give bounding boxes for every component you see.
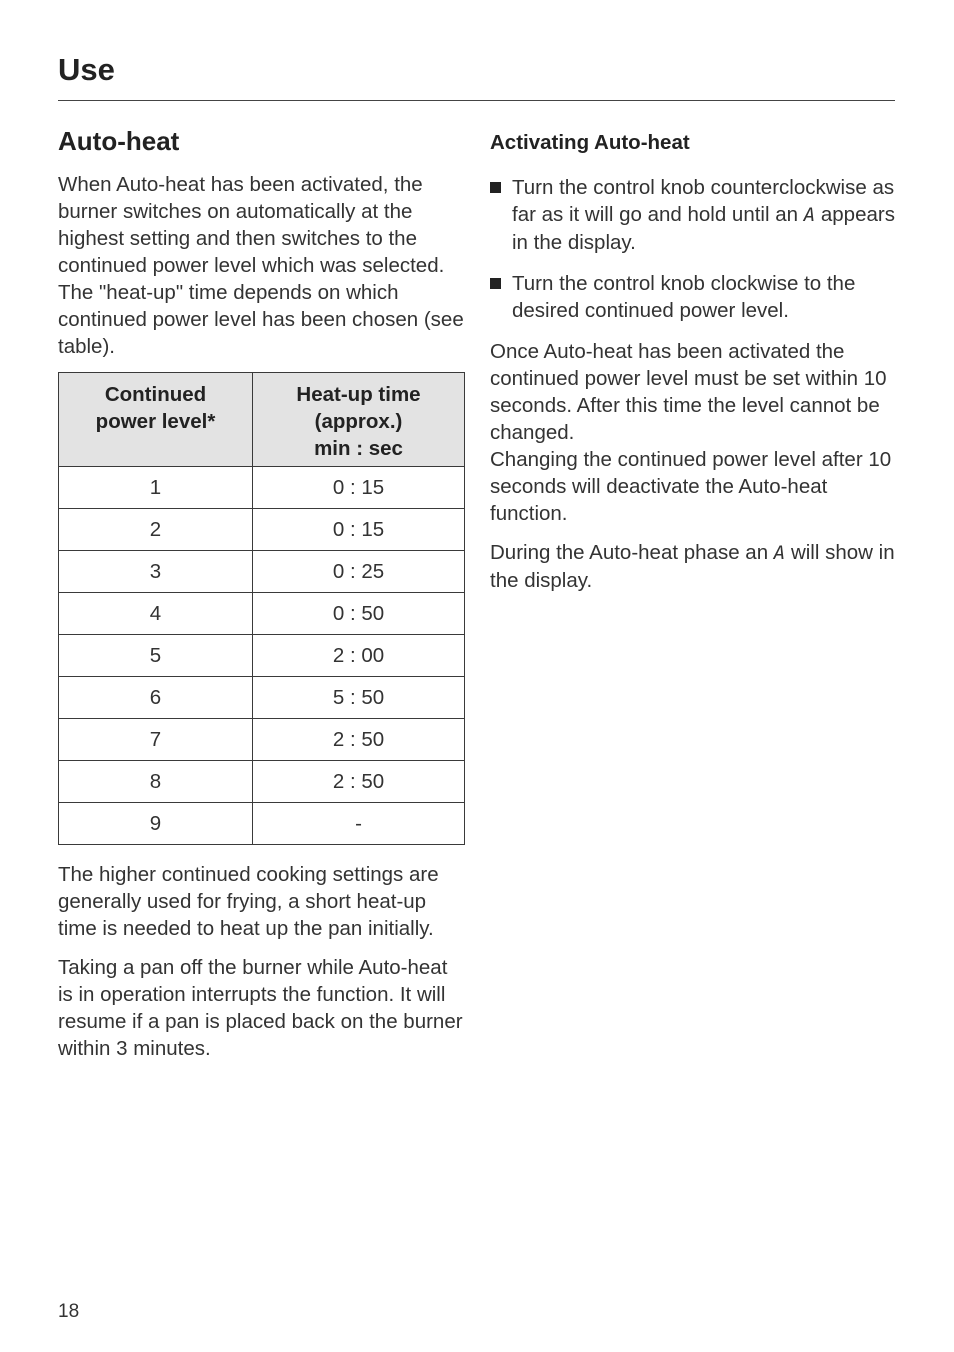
page-title: Use	[58, 52, 115, 87]
cell-heat-up-time: 2 : 00	[253, 635, 465, 677]
cell-heat-up-time: 5 : 50	[253, 677, 465, 719]
display-a-symbol: A	[773, 542, 786, 564]
column-header-line: min : sec	[314, 437, 403, 460]
table-header-row	[59, 373, 465, 467]
table-row	[59, 719, 465, 761]
cell-power-level: 3	[59, 551, 253, 593]
bullet-text: appears in the display.	[512, 203, 895, 254]
bullet-text: Turn the control knob counterclockwise as far as it will go and hold until an	[512, 176, 895, 226]
table-row	[59, 803, 465, 845]
cell-power-level: 4	[59, 593, 253, 635]
activation-text: Once Auto-heat has been activated the continued power level must be set within 10 seconds. After this time the level cannot be changed.	[490, 340, 887, 444]
interrupt-paragraph: Taking a pan off the burner while Auto-heat is in operation interrupts the function. It will resume if a pan is placed back on the burner within 3 minutes.	[58, 956, 463, 1060]
cell-heat-up-time: 0 : 50	[253, 593, 465, 635]
table-row	[59, 761, 465, 803]
frying-paragraph: The higher continued cooking settings are generally used for frying, a short heat-up time is needed to heat up the pan initially.	[58, 863, 439, 940]
table-row	[59, 593, 465, 635]
heat-up-table	[58, 372, 465, 845]
cell-heat-up-time: 0 : 15	[253, 467, 465, 509]
list-item	[490, 270, 895, 324]
cell-power-level: 9	[59, 803, 253, 845]
section-heading-activating: Activating Auto-heat	[490, 131, 690, 154]
cell-power-level: 5	[59, 635, 253, 677]
column-header-line: Heat-up time	[296, 383, 421, 406]
page-number: 18	[58, 1301, 80, 1322]
display-text: will show in the display.	[490, 541, 895, 592]
section-heading-auto-heat: Auto-heat	[58, 126, 180, 156]
cell-heat-up-time: 2 : 50	[253, 719, 465, 761]
list-item	[490, 174, 895, 256]
table-row	[59, 509, 465, 551]
activation-paragraph	[490, 338, 895, 527]
cell-power-level: 8	[59, 761, 253, 803]
cell-power-level: 7	[59, 719, 253, 761]
cell-power-level: 1	[59, 467, 253, 509]
intro-paragraph: When Auto-heat has been activated, the burner switches on automatically at the highest setting and then switches to the continued power level which was selected. The "heat-up" time depends on which continued power level has been chosen (see table).	[58, 173, 464, 358]
display-a-symbol: A	[803, 204, 816, 226]
cell-heat-up-time: 2 : 50	[253, 761, 465, 803]
table-row	[59, 635, 465, 677]
cell-power-level: 6	[59, 677, 253, 719]
left-column	[58, 124, 466, 1074]
cell-heat-up-time: 0 : 15	[253, 509, 465, 551]
display-paragraph	[490, 539, 895, 594]
column-header-heat-up-time	[253, 373, 465, 467]
title-divider	[58, 100, 895, 101]
column-header-line: (approx.)	[314, 410, 403, 433]
deactivation-text: Changing the continued power level after 10 seconds will deactivate the Auto-heat function.	[490, 448, 892, 525]
cell-heat-up-time: 0 : 25	[253, 551, 465, 593]
cell-power-level: 2	[59, 509, 253, 551]
instruction-list	[490, 174, 895, 324]
table-row	[59, 551, 465, 593]
square-bullet-icon	[490, 278, 501, 289]
display-text: During the Auto-heat phase an	[490, 541, 774, 564]
bullet-text: Turn the control knob clockwise to the desired continued power level.	[512, 272, 856, 322]
square-bullet-icon	[490, 182, 501, 193]
table-row	[59, 677, 465, 719]
column-header-line: Continued	[104, 383, 207, 406]
column-header-line: power level*	[95, 410, 216, 433]
table-row	[59, 467, 465, 509]
cell-heat-up-time: -	[253, 803, 465, 845]
right-column	[490, 128, 895, 606]
column-header-power-level	[59, 373, 253, 467]
